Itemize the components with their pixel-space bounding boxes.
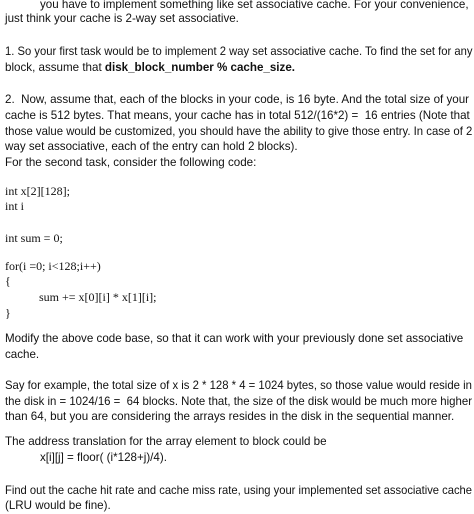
task2-line-3: those value would be customized, you should have the ability to give those entry. In case of 2	[5, 125, 473, 138]
final-line-2: (LRU would be fine).	[5, 499, 111, 512]
intro-line-1: you have to implement something like set associative cache. For your convenience,	[40, 0, 469, 11]
task1-formula: disk_block_number % cache_size.	[104, 61, 295, 74]
example-line-3: than 64, but you are considering the arrays resides in the disk in the sequential manner.	[5, 410, 455, 423]
code-line-declare-sum: int sum = 0;	[5, 231, 63, 245]
example-line-1: Say for example, the total size of x is 2 * 128 * 4 = 1024 bytes, so those value would reside in	[5, 379, 472, 392]
task2-line-2: cache is 512 bytes. That means, your cache has in total 512/(16*2) = 16 entries (Note that	[5, 109, 470, 122]
code-line-open-brace: {	[5, 274, 11, 288]
task2-line-4: way set associative, each of the entry can hold 2 blocks).	[5, 140, 298, 153]
task2-line-5: For the second task, consider the following code:	[5, 156, 257, 169]
modify-line-1: Modify the above code base, so that it can work with your previously done set associative	[5, 332, 464, 345]
task1-line-2-text: block, assume that	[5, 61, 105, 74]
final-line-1: Find out the cache hit rate and cache miss rate, using your implemented set associative cache	[5, 484, 472, 497]
task1-line-2	[5, 60, 295, 76]
code-line-for: for(i =0; i<128;i++)	[5, 259, 101, 273]
intro-line-2: just think your cache is 2-way set associative.	[5, 12, 239, 25]
task1-line-1: 1. So your first task would be to implement 2 way set associative cache. To find the set for any	[5, 45, 473, 58]
translation-line-1: The address translation for the array element to block could be	[5, 435, 327, 448]
task2-line-1: 2. Now, assume that, each of the blocks in your code, is 16 byte. And the total size of your	[5, 93, 470, 106]
modify-line-2: cache.	[5, 348, 40, 361]
translation-formula: x[i][j] = floor( (i*128+j)/4).	[40, 451, 167, 464]
code-line-close-brace: }	[5, 306, 11, 320]
example-line-2: the disk in = 1024/16 = 64 blocks. Note that, the size of the disk would be much more higher	[5, 395, 473, 408]
code-line-declare-i: int i	[5, 199, 25, 213]
code-line-declare-x: int x[2][128];	[5, 184, 70, 198]
code-line-sum: sum += x[0][i] * x[1][i];	[39, 290, 157, 304]
